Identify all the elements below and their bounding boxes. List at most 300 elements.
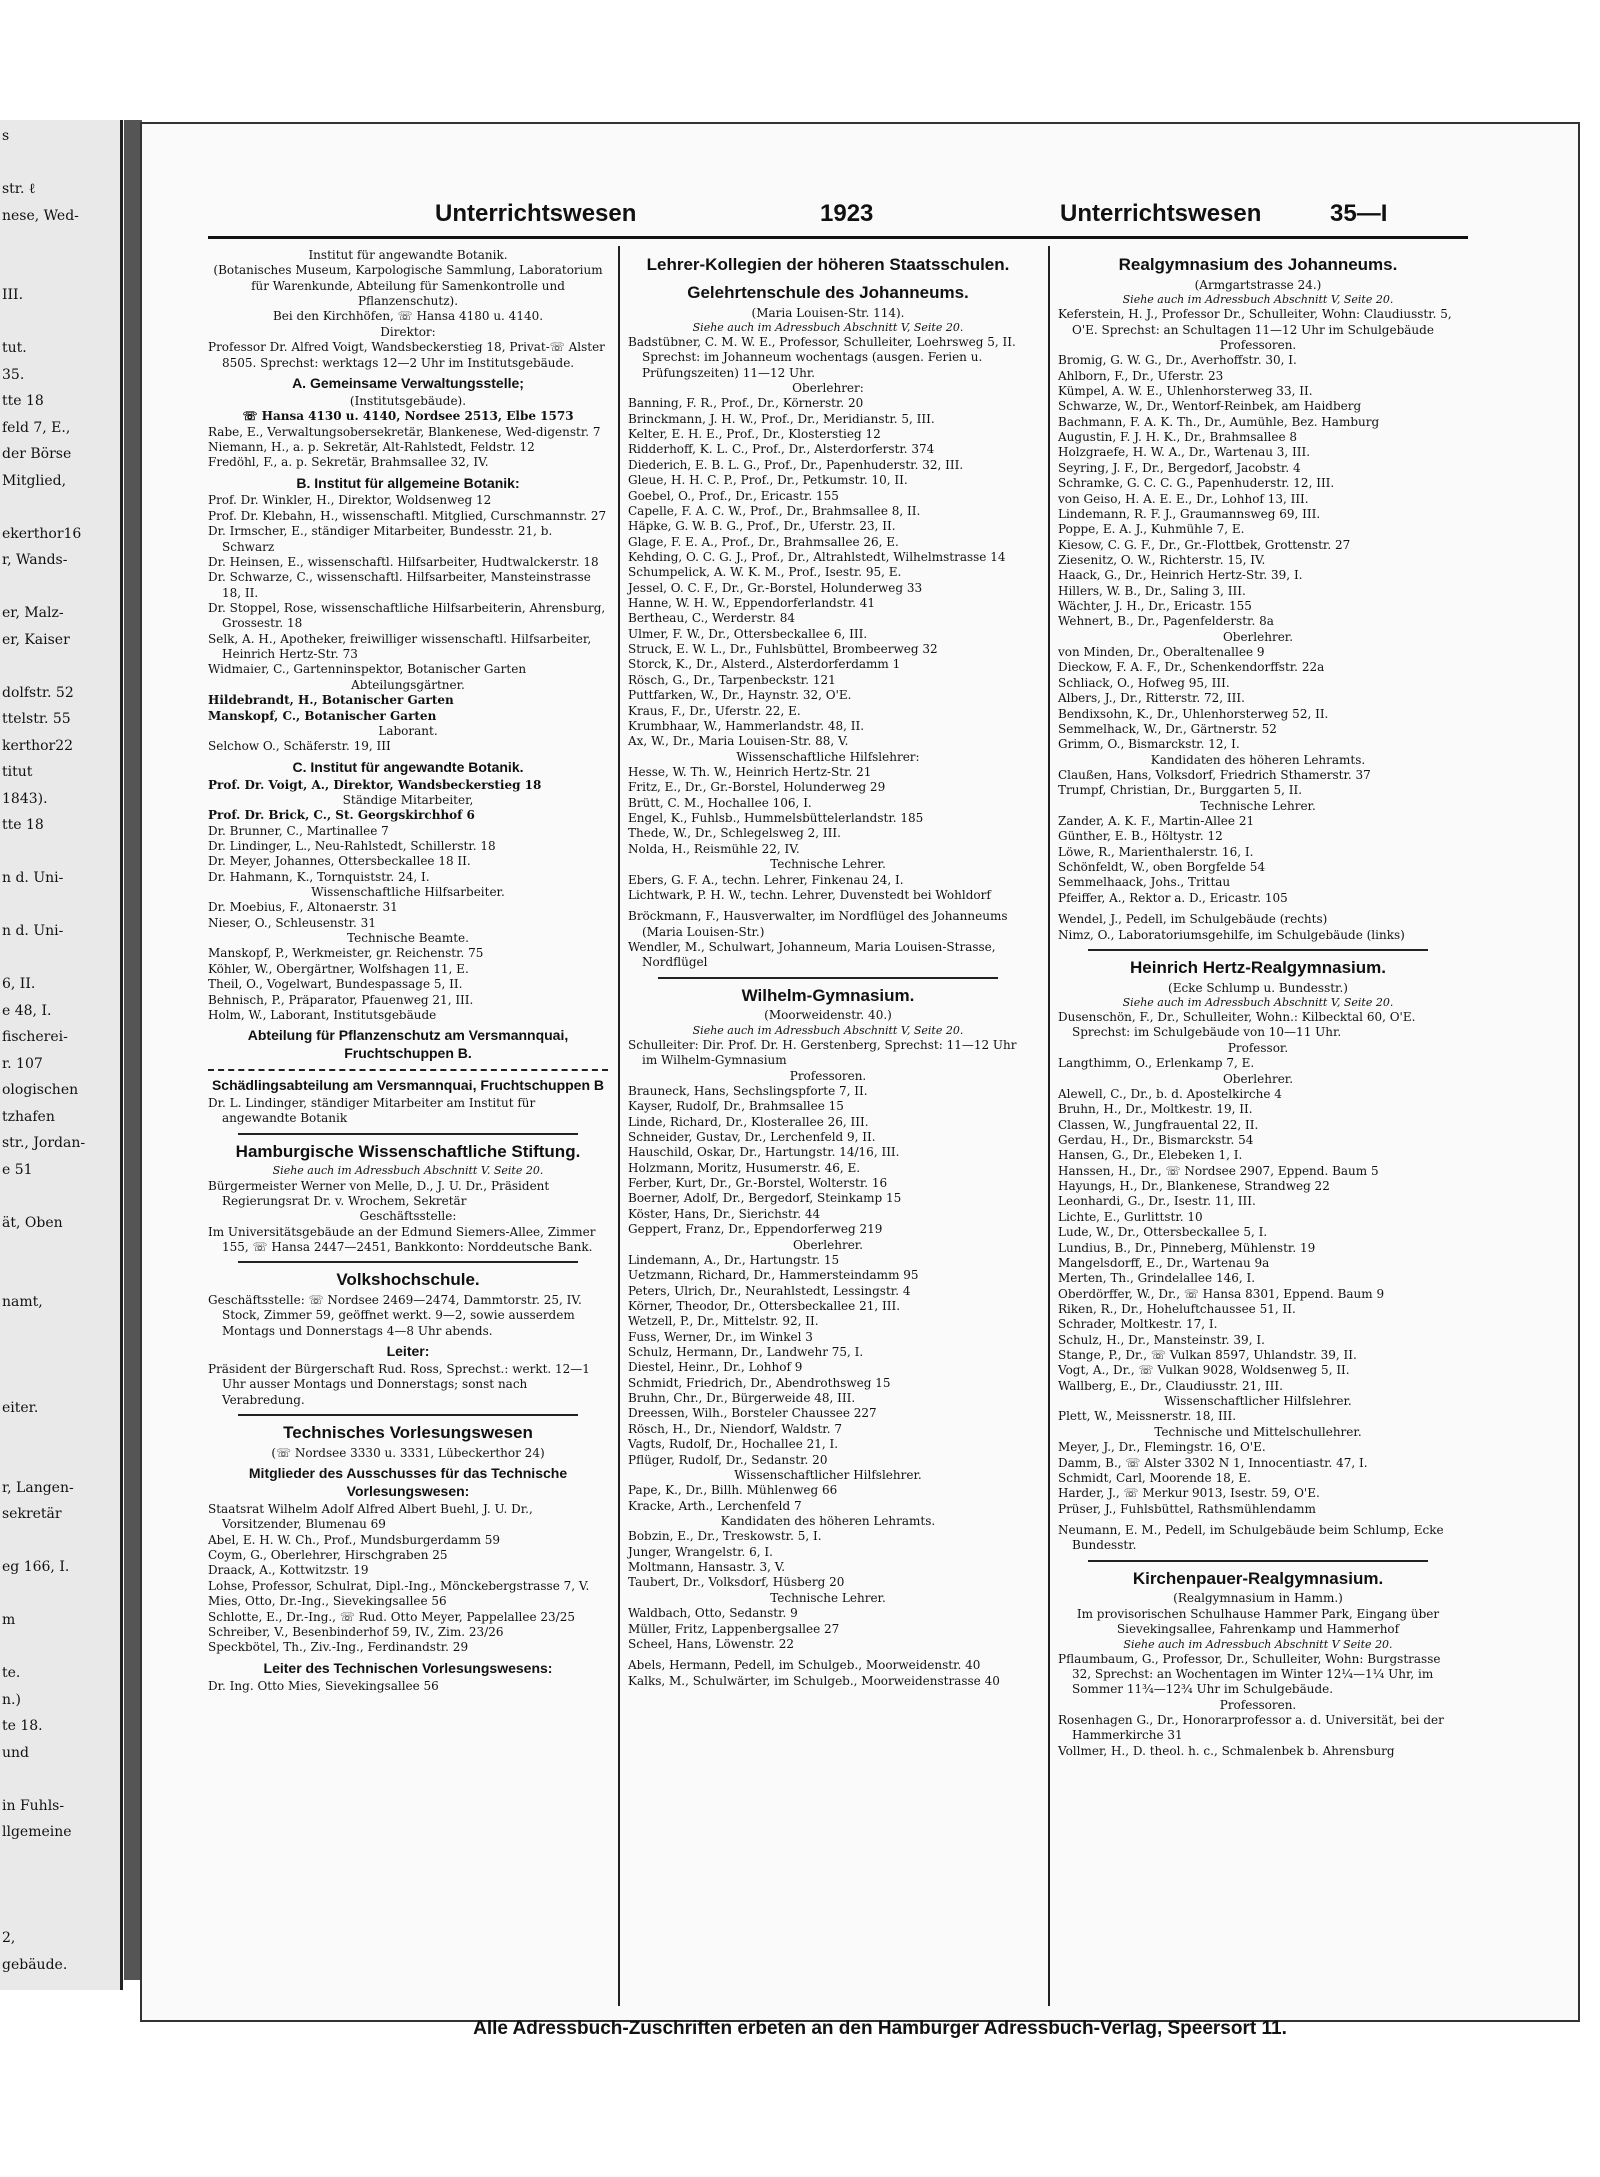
directory-entry: Wissenschaftliche Hilfslehrer:: [736, 749, 920, 764]
directory-entry: Damm, B., ☏ Alster 3302 N 1, Innocentiastr. 47, I.: [1058, 1455, 1368, 1470]
directory-entry: Kelter, E. H. E., Prof., Dr., Klosterstieg 12: [628, 427, 881, 442]
directory-entry: Ebers, G. F. A., techn. Lehrer, Finkenau 24, I.: [628, 872, 904, 887]
directory-entry: Boerner, Adolf, Dr., Bergedorf, Steinkamp 15: [628, 1191, 902, 1206]
facing-page-text: n d. Uni-: [2, 870, 64, 886]
directory-entry: Manskopf, C., Botanischer Garten: [208, 708, 437, 723]
directory-entry: Wetzell, P., Dr., Mittelstr. 92, II.: [628, 1314, 819, 1329]
directory-entry: Lindemann, A., Dr., Hartungstr. 15: [628, 1252, 840, 1267]
directory-entry: Abteilungsgärtner.: [351, 677, 465, 692]
header-year: 1923: [820, 200, 874, 227]
directory-entry: (Botanisches Museum, Karpologische Sammlung, Laboratorium für Warenkunde, Abteilung für Samenkontrolle und Pflanzenschutz).: [213, 263, 603, 309]
directory-entry: Coym, G., Oberlehrer, Hirschgraben 25: [208, 1548, 448, 1563]
directory-entry: Pape, K., Dr., Billh. Mühlenweg 66: [628, 1483, 838, 1498]
directory-entry: Brinckmann, J. H. W., Prof., Dr., Meridianstr. 5, III.: [628, 411, 935, 426]
directory-entry: Niemann, H., a. p. Sekretär, Alt-Rahlstedt, Feldstr. 12: [208, 439, 535, 454]
directory-entry: Präsident der Bürgerschaft Rud. Ross, Sprechst.: werkt. 12—1 Uhr ausser Montags und Donnerstags; sonst nach Verabredung.: [208, 1362, 590, 1407]
facing-page-text: namt,: [2, 1294, 43, 1310]
directory-entry: Bachmann, F. A. K. Th., Dr., Aumühle, Bez. Hamburg: [1058, 414, 1380, 429]
directory-entry: Hildebrandt, H., Botanischer Garten: [208, 693, 454, 708]
facing-page-text: eg 166, I.: [2, 1559, 70, 1575]
section-heading: Gelehrtenschule des Johanneums.: [687, 282, 969, 302]
directory-entry: Struck, E. W. L., Dr., Fuhlsbüttel, Brombeerweg 32: [628, 642, 938, 657]
section-heading: Schädlingsabteilung am Versmannquai, Fruchtschuppen B: [211, 1077, 605, 1094]
directory-entry: Augustin, F. J. H. K., Dr., Brahmsallee 8: [1058, 430, 1298, 445]
directory-entry: Hauschild, Oskar, Dr., Hartungstr. 14/16, III.: [628, 1145, 900, 1160]
facing-page-text: str., Jordan-: [2, 1135, 86, 1151]
directory-entry: Professoren.: [789, 1068, 867, 1083]
directory-entry: Dr. Ing. Otto Mies, Sievekingsallee 56: [208, 1678, 439, 1693]
directory-entry: Riken, R., Dr., Hoheluftchaussee 51, II.: [1058, 1301, 1296, 1316]
page-number: 35—I: [1330, 200, 1388, 227]
directory-entry: Nieser, O., Schleusenstr. 31: [208, 915, 376, 930]
directory-entry: Günther, E. B., Höltystr. 12: [1058, 829, 1223, 844]
directory-entry: Löwe, R., Marienthalerstr. 16, I.: [1058, 844, 1254, 859]
facing-page-text: m: [2, 1612, 16, 1628]
directory-entry: Oberlehrer.: [1222, 629, 1294, 644]
directory-entry: (Ecke Schlump u. Bundesstr.): [1168, 980, 1348, 995]
directory-entry: Dr. Heinsen, E., wissenschaftl. Hilfsarbeiter, Hudtwalckerstr. 18: [208, 554, 599, 569]
directory-entry: Im Universitätsgebäude an der Edmund Siemers-Allee, Zimmer 155, ☏ Hansa 2447—2451, Bankkonto: Norddeutsche Bank.: [208, 1224, 596, 1254]
directory-entry: Junger, Wrangelstr. 6, I.: [628, 1544, 773, 1559]
directory-entry: Wissenschaftlicher Hilfslehrer.: [734, 1467, 922, 1482]
directory-entry: (☏ Nordsee 3330 u. 3331, Lübeckerthor 24): [271, 1445, 545, 1460]
directory-entry: Dreessen, Wilh., Borsteler Chaussee 227: [628, 1406, 877, 1421]
directory-entry: Wächter, J. H., Dr., Ericastr. 155: [1058, 599, 1252, 614]
directory-entry: Köhler, W., Obergärtner, Wolfshagen 11, E.: [208, 961, 469, 976]
facing-page-text: und: [2, 1744, 29, 1761]
facing-page-text: llgemeine: [2, 1824, 72, 1840]
directory-entry: Semmelhaack, Johs., Trittau: [1058, 875, 1231, 890]
directory-entry: Engel, K., Fuhlsb., Hummelsbüttelerlandstr. 185: [628, 811, 924, 826]
facing-page-strip: [0, 120, 123, 1990]
section-heading: Kirchenpauer-Realgymnasium.: [1132, 1568, 1384, 1588]
facing-page-text: feld 7, E.,: [2, 419, 71, 436]
section-heading: Lehrer-Kollegien der höheren Staatsschulen.: [646, 255, 1010, 274]
directory-entry: Brütt, C. M., Hochallee 106, I.: [628, 795, 812, 810]
directory-entry: Selk, A. H., Apotheker, freiwilliger wissenschaftl. Hilfsarbeiter, Heinrich Hertz-Str. 73: [208, 631, 592, 662]
facing-page-text: str. ℓ: [2, 181, 36, 197]
directory-entry: Claußen, Hans, Volksdorf, Friedrich Sthamerstr. 37: [1058, 767, 1371, 782]
directory-entry: Bromig, G. W. G., Dr., Averhoffstr. 30, I.: [1058, 353, 1297, 368]
directory-entry: Professoren.: [1219, 1697, 1297, 1712]
directory-entry: Lude, W., Dr., Ottersbeckallee 5, I.: [1058, 1225, 1268, 1240]
directory-entry: Oberlehrer.: [792, 1237, 864, 1252]
directory-entry: Goebel, O., Prof., Dr., Ericastr. 155: [628, 488, 839, 503]
directory-entry: Bruhn, Chr., Dr., Bürgerweide 48, III.: [628, 1391, 856, 1406]
directory-entry: Gleue, H. H. C. P., Prof., Dr., Petkumstr. 10, II.: [628, 473, 908, 488]
directory-entry: Müller, Fritz, Lappenbergsallee 27: [628, 1621, 840, 1636]
directory-entry: Uetzmann, Richard, Dr., Hammersteindamm 95: [628, 1268, 919, 1283]
directory-entry: Ziesenitz, O. W., Richterstr. 15, IV.: [1058, 552, 1266, 567]
facing-page-text: tut.: [2, 340, 27, 356]
directory-entry: Holm, W., Laborant, Institutsgebäude: [208, 1007, 437, 1022]
section-rule: [238, 1261, 578, 1263]
directory-entry: Oberlehrer.: [1222, 1071, 1294, 1086]
directory-entry: Abel, E. H. W. Ch., Prof., Mundsburgerdamm 59: [208, 1532, 501, 1547]
facing-page-text: r, Wands-: [2, 552, 68, 568]
section-heading: Technisches Vorlesungswesen: [283, 1423, 533, 1443]
facing-page-text: in Fuhls-: [2, 1797, 65, 1814]
directory-entry: Taubert, Dr., Volksdorf, Hüsberg 20: [628, 1575, 845, 1590]
directory-entry: Wissenschaftliche Hilfsarbeiter.: [311, 885, 505, 900]
directory-entry: Albers, J., Dr., Ritterstr. 72, III.: [1058, 691, 1245, 706]
directory-entry: Bruhn, H., Dr., Moltkestr. 19, II.: [1058, 1102, 1253, 1117]
directory-entry: Rösch, H., Dr., Niendorf, Waldstr. 7: [628, 1421, 842, 1436]
directory-entry: (Realgymnasium in Hamm.): [1173, 1591, 1343, 1606]
facing-page-text: s: [2, 128, 10, 144]
directory-entry: Laborant.: [378, 723, 438, 738]
section-heading: B. Institut für allgemeine Botanik:: [296, 474, 520, 491]
facing-page-text: e 48, I.: [2, 1002, 52, 1019]
directory-entry: Puttfarken, W., Dr., Haynstr. 32, O'E.: [628, 688, 852, 703]
directory-entry: Schreiber, V., Besenbinderhof 59, IV., Zim. 23/26: [208, 1624, 504, 1639]
section-heading: Wilhelm-Gymnasium.: [741, 985, 915, 1005]
directory-entry: (Institutsgebäude).: [349, 393, 467, 408]
facing-page-text: er, Kaiser: [2, 631, 70, 648]
directory-entry: Wissenschaftlicher Hilfslehrer.: [1164, 1394, 1352, 1409]
directory-entry: Schliack, O., Hofweg 95, III.: [1058, 675, 1230, 690]
directory-entry: von Geiso, H. A. E. E., Dr., Lohhof 13, III.: [1058, 491, 1309, 506]
facing-page-text: eiter.: [2, 1400, 39, 1416]
running-header: [300, 200, 1440, 234]
directory-entry: Siehe auch im Adressbuch Abschnitt V. Seite 20.: [272, 1164, 544, 1178]
section-heading: Hamburgische Wissenschaftliche Stiftung.: [235, 1141, 581, 1161]
directory-entry: Harder, J., ☏ Merkur 9013, Isestr. 59, O'E.: [1058, 1486, 1320, 1501]
directory-entry: Linde, Richard, Dr., Klosterallee 26, III.: [628, 1114, 869, 1129]
directory-entry: Gerdau, H., Dr., Bismarckstr. 54: [1058, 1132, 1254, 1147]
directory-entry: Diederich, E. B. L. G., Prof., Dr., Papenhuderstr. 32, III.: [628, 457, 964, 472]
facing-page-text: e 51: [2, 1161, 33, 1178]
directory-entry: Kalks, M., Schulwärter, im Schulgeb., Moorweidenstrasse 40: [628, 1673, 1000, 1688]
directory-entry: Hayungs, H., Dr., Blankenese, Strandweg 22: [1058, 1179, 1330, 1194]
directory-entry: Schönfeldt, W., oben Borgfelde 54: [1058, 860, 1266, 875]
directory-entry: Ferber, Kurt, Dr., Gr.-Borstel, Wolterstr. 16: [628, 1176, 888, 1191]
facing-page-text: 1843).: [2, 790, 48, 807]
facing-page-text: te.: [2, 1665, 21, 1681]
directory-entry: Vollmer, H., D. theol. h. c., Schmalenbek b. Ahrensburg: [1058, 1743, 1395, 1758]
footer-notice: Alle Adressbuch-Zuschriften erbeten an den Hamburger Adressbuch-Verlag, Speersort 11.: [473, 2018, 1287, 2039]
directory-entry: Rösch, G., Dr., Tarpenbeckstr. 121: [628, 672, 836, 687]
directory-entry: Lindemann, R. F. J., Graumannsweg 69, III.: [1058, 506, 1321, 521]
directory-entry: Jessel, O. C. F., Dr., Gr.-Borstel, Holunderweg 33: [628, 580, 923, 595]
directory-entry: Krumbhaar, W., Hammerlandstr. 48, II.: [628, 718, 865, 733]
section-heading: Mitglieder des Ausschusses für das Technische Vorlesungswesen:: [248, 1465, 568, 1500]
facing-page-text: r. 107: [2, 1055, 43, 1072]
directory-entry: Kehding, O. C. G. J., Prof., Dr., Altrahlstedt, Wilhelmstrasse 14: [628, 549, 1006, 564]
directory-entry: Dr. Meyer, Johannes, Ottersbeckallee 18 II.: [208, 854, 471, 869]
header-left: Unterrichtswesen: [435, 200, 637, 227]
directory-entry: Behnisch, P., Präparator, Pfauenweg 21, III.: [208, 992, 474, 1007]
directory-entry: Bröckmann, F., Hausverwalter, im Nordflügel des Johanneums (Maria Louisen-Str.): [628, 909, 1008, 939]
directory-entry: Dieckow, F. A. F., Dr., Schenkendorffstr. 22a: [1058, 660, 1325, 675]
directory-entry: Theil, O., Vogelwart, Bundespassage 5, II.: [208, 977, 463, 992]
directory-entry: Technische Beamte.: [347, 931, 469, 946]
directory-entry: Prof. Dr. Voigt, A., Direktor, Wandsbeckerstieg 18: [208, 777, 542, 792]
directory-entry: Prof. Dr. Brick, C., St. Georgskirchhof 6: [208, 808, 475, 823]
directory-entry: Langthimm, O., Erlenkamp 7, E.: [1058, 1056, 1255, 1071]
directory-entry: Professor.: [1227, 1040, 1289, 1055]
directory-entry: Lundius, B., Dr., Pinneberg, Mühlenstr. 19: [1058, 1240, 1316, 1255]
facing-page-text: gebäude.: [2, 1956, 68, 1973]
directory-entry: Banning, F. R., Prof., Dr., Körnerstr. 20: [628, 396, 864, 411]
section-heading: Realgymnasium des Johanneums.: [1118, 255, 1398, 274]
directory-entry: Prüser, J., Fuhlsbüttel, Rathsmühlendamm: [1058, 1501, 1316, 1516]
facing-page-text: nese, Wed-: [2, 207, 79, 224]
directory-entry: Staatsrat Wilhelm Adolf Alfred Albert Buehl, J. U. Dr., Vorsitzender, Blumenau 69: [208, 1502, 533, 1532]
directory-entry: Schulz, Hermann, Dr., Landwehr 75, I.: [628, 1345, 864, 1360]
directory-entry: Hansen, G., Dr., Elebeken 1, I.: [1058, 1148, 1243, 1163]
directory-entry: Neumann, E. M., Pedell, im Schulgebäude beim Schlump, Ecke Bundesstr.: [1058, 1522, 1444, 1553]
directory-entry: Holzmann, Moritz, Husumerstr. 46, E.: [628, 1160, 861, 1175]
section-rule: [1088, 949, 1428, 951]
section-heading: A. Gemeinsame Verwaltungsstelle;: [292, 374, 524, 391]
directory-entry: Ahlborn, F., Dr., Uferstr. 23: [1058, 368, 1224, 383]
directory-entry: Schlotte, E., Dr.-Ing., ☏ Rud. Otto Meyer, Pappelallee 23/25: [208, 1609, 575, 1624]
directory-entry: Fredöhl, F., a. p. Sekretär, Brahmsallee 32, IV.: [208, 455, 489, 470]
section-heading: Abteilung für Pflanzenschutz am Versmannquai, Fruchtschuppen B.: [247, 1027, 569, 1062]
directory-entry: Kandidaten des höheren Lehramts.: [720, 1514, 936, 1528]
directory-entry: Manskopf, P., Werkmeister, gr. Reichenstr. 75: [208, 946, 484, 961]
directory-entry: Poppe, E. A. J., Kuhmühle 7, E.: [1058, 522, 1245, 537]
directory-entry: Nimz, O., Laboratoriumsgehilfe, im Schulgebäude (links): [1058, 927, 1405, 942]
directory-entry: Peters, Ulrich, Dr., Neurahlstedt, Lessingstr. 4: [628, 1283, 911, 1298]
directory-entry: Dr. Brunner, C., Martinallee 7: [208, 823, 389, 838]
directory-entry: Fuss, Werner, Dr., im Winkel 3: [628, 1329, 813, 1344]
directory-entry: Bei den Kirchhöfen, ☏ Hansa 4180 u. 4140.: [272, 309, 544, 324]
directory-entry: Vagts, Rudolf, Dr., Hochallee 21, I.: [628, 1437, 839, 1452]
directory-entry: Moltmann, Hansastr. 3, V.: [628, 1560, 786, 1575]
directory-entry: Siehe auch im Adressbuch Abschnitt V, Seite 20.: [692, 320, 964, 334]
facing-page-text: III.: [2, 287, 24, 303]
directory-entry: Wendler, M., Schulwart, Johanneum, Maria Louisen-Strasse, Nordflügel: [628, 939, 996, 970]
directory-entry: Selchow O., Schäferstr. 19, III: [208, 739, 391, 754]
directory-entry: Kiesow, C. G. F., Dr., Gr.-Flottbek, Grottenstr. 27: [1058, 537, 1351, 552]
directory-entry: Geschäftsstelle: ☏ Nordsee 2469—2474, Dammtorstr. 25, IV. Stock, Zimmer 59, geöffnet werkt. 9—2, sowie ausserdem Montags und Donnerstags 4—8 Uhr abends.: [208, 1293, 582, 1338]
column-left: [208, 248, 608, 1694]
header-right: Unterrichtswesen: [1060, 200, 1262, 227]
directory-entry: Ax, W., Dr., Maria Louisen-Str. 88, V.: [628, 734, 849, 749]
directory-entry: Schmidt, Carl, Moorende 18, E.: [1058, 1470, 1251, 1485]
facing-page-text: n.): [2, 1691, 21, 1708]
facing-page-text: tte 18: [2, 393, 44, 409]
directory-entry: Kayser, Rudolf, Dr., Brahmsallee 15: [628, 1099, 844, 1114]
facing-page-text: ekerthor16: [2, 525, 82, 542]
directory-entry: Professoren.: [1219, 337, 1297, 352]
directory-entry: Alewell, C., Dr., b. d. Apostelkirche 4: [1058, 1086, 1282, 1101]
facing-page-text: titut: [2, 764, 33, 780]
directory-entry: Meyer, J., Dr., Flemingstr. 16, O'E.: [1058, 1440, 1266, 1455]
directory-entry: Storck, K., Dr., Alsterd., Alsterdorferdamm 1: [628, 657, 901, 672]
directory-entry: Schulz, H., Dr., Mansteinstr. 39, I.: [1058, 1332, 1265, 1347]
directory-entry: Schumpelick, A. W. K. M., Prof., Isestr. 95, E.: [628, 565, 902, 580]
directory-entry: Schulleiter: Dir. Prof. Dr. H. Gerstenberg, Sprechst: 11—12 Uhr im Wilhelm-Gymnasium: [628, 1037, 1017, 1068]
directory-entry: Wendel, J., Pedell, im Schulgebäude (rechts): [1058, 912, 1328, 927]
facing-page-text: dolfstr. 52: [2, 684, 74, 701]
facing-page-text: er, Malz-: [2, 605, 64, 621]
directory-entry: Wehnert, B., Dr., Pagenfelderstr. 8a: [1058, 614, 1274, 629]
column-separator: [1048, 246, 1050, 2006]
directory-entry: Im provisorischen Schulhause Hammer Park, Eingang über Sievekingsallee, Fahrenkamp und Hammerhof: [1076, 1606, 1440, 1637]
column-separator: [618, 246, 620, 2006]
directory-entry: Seyring, J. F., Dr., Bergedorf, Jacobstr. 4: [1058, 460, 1301, 475]
directory-entry: Wallberg, E., Dr., Claudiusstr. 21, III.: [1058, 1378, 1283, 1393]
directory-entry: Dusenschön, F., Dr., Schulleiter, Wohn.: Kilbecktal 60, O'E. Sprechst: im Schulgebäude von 10—11 Uhr.: [1058, 1010, 1416, 1040]
directory-entry: Pfeiffer, A., Rektor a. D., Ericastr. 105: [1058, 890, 1288, 905]
directory-entry: Technische Lehrer.: [770, 1590, 886, 1605]
directory-entry: Dr. Stoppel, Rose, wissenschaftliche Hilfsarbeiterin, Ahrensburg, Grossestr. 18: [208, 601, 606, 631]
directory-entry: Vogt, A., Dr., ☏ Vulkan 9028, Woldsenweg 5, II.: [1058, 1363, 1350, 1378]
directory-entry: Kandidaten des höheren Lehramts.: [1150, 752, 1366, 767]
column-middle: [628, 248, 1028, 1689]
directory-entry: Zander, A. K. F., Martin-Allee 21: [1058, 814, 1255, 829]
directory-entry: Dr. Irmscher, E., ständiger Mitarbeiter, Bundesstr. 21, b. Schwarz: [208, 524, 553, 554]
directory-entry: Brauneck, Hans, Sechslingspforte 7, II.: [628, 1083, 868, 1098]
facing-page-text: 6, II.: [2, 976, 36, 992]
directory-entry: Professor Dr. Alfred Voigt, Wandsbeckerstieg 18, Privat-☏ Alster 8505. Sprechst: werktags 12—2 Uhr im Institutsgebäude.: [208, 340, 605, 370]
directory-entry: Widmaier, C., Gartenninspektor, Botanischer Garten: [208, 662, 527, 677]
directory-entry: Waldbach, Otto, Sedanstr. 9: [628, 1606, 798, 1621]
facing-page-text: ttelstr. 55: [2, 711, 71, 727]
directory-entry: Pflüger, Rudolf, Dr., Sedanstr. 20: [628, 1452, 828, 1467]
directory-entry: Häpke, G. W. B. G., Prof., Dr., Uferstr. 23, II.: [628, 519, 896, 534]
directory-entry: Kraus, F., Dr., Uferstr. 22, E.: [628, 703, 801, 718]
directory-entry: Oberlehrer:: [792, 381, 864, 396]
facing-page-text: 35.: [2, 366, 25, 383]
directory-entry: Keferstein, H. J., Professor Dr., Schulleiter, Wohn: Claudiusstr. 5, O'E. Sprechst: an Schultagen 11—12 Uhr im Schulgebäude: [1058, 307, 1452, 337]
facing-page-text: r, Langen-: [2, 1479, 74, 1496]
directory-entry: (Moorweidenstr. 40.): [764, 1008, 892, 1023]
section-heading: Heinrich Hertz-Realgymnasium.: [1129, 957, 1386, 977]
directory-entry: Prof. Dr. Klebahn, H., wissenschaftl. Mitglied, Curschmannstr. 27: [208, 508, 607, 523]
directory-entry: (Maria Louisen-Str. 114).: [751, 305, 905, 320]
directory-entry: Institut für angewandte Botanik.: [308, 248, 508, 262]
facing-page-text: fischerei-: [2, 1029, 68, 1045]
directory-entry: Ridderhoff, K. L. C., Prof., Dr., Alsterdorferstr. 374: [628, 442, 935, 457]
facing-page-text: 2,: [2, 1930, 16, 1946]
directory-entry: Hanssen, H., Dr., ☏ Nordsee 2907, Eppend. Baum 5: [1058, 1163, 1379, 1178]
directory-entry: Grimm, O., Bismarckstr. 12, I.: [1058, 737, 1240, 752]
facing-page-text: sekretär: [2, 1506, 62, 1522]
directory-entry: Mangelsdorff, E., Dr., Wartenau 9a: [1058, 1255, 1270, 1270]
facing-page-text: kerthor22: [2, 737, 74, 754]
section-rule: [238, 1133, 578, 1135]
directory-entry: Siehe auch im Adressbuch Abschnitt V, Seite 20.: [1122, 293, 1394, 307]
section-rule: [208, 1069, 608, 1071]
directory-entry: Merten, Th., Grindelallee 146, I.: [1058, 1271, 1256, 1286]
directory-entry: Siehe auch im Adressbuch Abschnitt V Seite 20.: [1123, 1637, 1393, 1651]
facing-page-text: n d. Uni-: [2, 923, 64, 939]
directory-entry: Schneider, Gustav, Dr., Lerchenfeld 9, II.: [628, 1130, 876, 1145]
directory-entry: Badstübner, C. M. W. E., Professor, Schulleiter, Loehrsweg 5, II. Sprechst: im Johanneum wochentags (ausgen. Ferien u. Prüfungszeiten) 11—12 Uhr.: [628, 334, 1016, 380]
facing-page-text: Mitglied,: [2, 472, 67, 489]
directory-entry: Geschäftsstelle:: [359, 1209, 457, 1224]
directory-entry: Ulmer, F. W., Dr., Ottersbeckallee 6, III.: [628, 626, 868, 641]
directory-entry: Oberdörffer, W., Dr., ☏ Hansa 8301, Eppend. Baum 9: [1058, 1286, 1385, 1301]
section-heading: Volkshochschule.: [336, 1270, 480, 1290]
facing-page-text: tte 18: [2, 817, 44, 833]
directory-entry: Dr. Moebius, F., Altonaerstr. 31: [208, 900, 398, 915]
directory-entry: Scheel, Hans, Löwenstr. 22: [628, 1636, 795, 1651]
directory-entry: Lichtwark, P. H. W., techn. Lehrer, Duvenstedt bei Wohldorf: [628, 887, 991, 902]
section-rule: [658, 977, 998, 979]
directory-entry: Körner, Theodor, Dr., Ottersbeckallee 21, III.: [628, 1298, 901, 1313]
directory-entry: Bendixsohn, K., Dr., Uhlenhorsterweg 52, II.: [1058, 706, 1329, 721]
directory-entry: Pflaumbaum, G., Professor, Dr., Schulleiter, Wohn: Burgstrasse 32, Sprechst: an Wochentagen im Winter 12¼—1¼ Uhr, im Sommer 11¾—12¾ Uhr im Schulgebäude.: [1058, 1651, 1441, 1697]
facing-page-text: ät, Oben: [2, 1214, 63, 1231]
directory-entry: Kracke, Arth., Lerchenfeld 7: [628, 1498, 802, 1513]
directory-entry: Speckbötel, Th., Ziv.-Ing., Ferdinandstr. 29: [208, 1640, 469, 1655]
directory-entry: Fritz, E., Dr., Gr.-Borstel, Holunderweg 29: [628, 780, 886, 795]
directory-entry: Hanne, W. H. W., Eppendorferlandstr. 41: [628, 596, 876, 611]
directory-entry: Siehe auch im Adressbuch Abschnitt V, Seite 20.: [692, 1023, 964, 1037]
directory-entry: Technische und Mittelschullehrer.: [1154, 1424, 1362, 1439]
facing-page-text: te 18.: [2, 1718, 43, 1734]
directory-entry: Semmelhack, W., Dr., Gärtnerstr. 52: [1058, 721, 1277, 736]
directory-entry: Holzgraefe, H. W. A., Dr., Wartenau 3, III.: [1058, 445, 1311, 460]
directory-entry: Bürgermeister Werner von Melle, D., J. U. Dr., Präsident Regierungsrat Dr. v. Wrochem, Sekretär: [208, 1178, 550, 1208]
directory-entry: Ständige Mitarbeiter,: [342, 792, 474, 807]
directory-entry: Köster, Hans, Dr., Sierichstr. 44: [628, 1206, 821, 1221]
directory-entry: ☏ Hansa 4130 u. 4140, Nordsee 2513, Elbe 1573: [242, 409, 574, 424]
directory-entry: Lohse, Professor, Schulrat, Dipl.-Ing., Mönckebergstrasse 7, V.: [208, 1578, 590, 1593]
directory-entry: Schramke, G. C. C. G., Papenhuderstr. 12, III.: [1058, 476, 1335, 491]
directory-entry: Schmidt, Friedrich, Dr., Abendrothsweg 15: [628, 1375, 891, 1390]
directory-entry: Bertheau, C., Werderstr. 84: [628, 611, 796, 626]
header-rule: [208, 236, 1468, 239]
facing-page-text: ologischen: [2, 1082, 79, 1098]
directory-entry: Dr. Lindinger, L., Neu-Rahlstedt, Schillerstr. 18: [208, 838, 496, 853]
directory-entry: Prof. Dr. Winkler, H., Direktor, Woldsenweg 12: [208, 493, 492, 508]
facing-page-text: der Börse: [2, 446, 72, 462]
directory-entry: Schwarze, W., Dr., Wentorf-Reinbek, am Haidberg: [1058, 399, 1362, 414]
directory-entry: Capelle, F. A. C. W., Prof., Dr., Brahmsallee 8, II.: [628, 503, 921, 518]
directory-entry: Abels, Hermann, Pedell, im Schulgeb., Moorweidenstr. 40: [628, 1658, 981, 1673]
directory-entry: Thede, W., Dr., Schlegelsweg 2, III.: [628, 826, 841, 841]
directory-entry: Technische Lehrer.: [770, 857, 886, 872]
directory-entry: Kümpel, A. W. E., Uhlenhorsterweg 33, II.: [1058, 383, 1313, 398]
section-heading: Leiter des Technischen Vorlesungswesens:: [263, 1659, 553, 1676]
directory-entry: Technische Lehrer.: [1200, 798, 1316, 813]
section-rule: [1088, 1560, 1428, 1562]
directory-entry: Draack, A., Kottwitzstr. 19: [208, 1563, 369, 1578]
section-heading: C. Institut für angewandte Botanik.: [292, 758, 524, 775]
directory-entry: Siehe auch im Adressbuch Abschnitt V, Seite 20.: [1122, 996, 1394, 1010]
directory-entry: Schrader, Moltkestr. 17, I.: [1058, 1317, 1218, 1332]
directory-entry: Leonhardi, G., Dr., Isestr. 11, III.: [1058, 1194, 1256, 1209]
directory-entry: Geppert, Franz, Dr., Eppendorferweg 219: [628, 1222, 883, 1237]
section-rule: [238, 1414, 578, 1416]
directory-entry: Dr. Hahmann, K., Tornquiststr. 24, I.: [208, 869, 430, 884]
directory-entry: Plett, W., Meissnerstr. 18, III.: [1058, 1409, 1237, 1424]
directory-entry: Rosenhagen G., Dr., Honorarprofessor a. d. Universität, bei der Hammerkirche 31: [1058, 1713, 1444, 1743]
directory-entry: Hillers, W. B., Dr., Saling 3, III.: [1058, 583, 1246, 598]
directory-entry: Dr. Schwarze, C., wissenschaftl. Hilfsarbeiter, Mansteinstrasse 18, II.: [208, 570, 591, 600]
directory-entry: Lichte, E., Gurlittstr. 10: [1058, 1209, 1203, 1224]
directory-entry: Trumpf, Christian, Dr., Burggarten 5, II.: [1058, 783, 1303, 798]
directory-entry: Hesse, W. Th. W., Heinrich Hertz-Str. 21: [628, 765, 872, 779]
directory-entry: Diestel, Heinr., Dr., Lohhof 9: [628, 1360, 803, 1375]
directory-entry: Dr. L. Lindinger, ständiger Mitarbeiter am Institut für angewandte Botanik: [208, 1095, 536, 1126]
directory-entry: (Armgartstrasse 24.): [1194, 277, 1322, 292]
directory-entry: Haack, G., Dr., Heinrich Hertz-Str. 39, I.: [1058, 568, 1303, 583]
section-heading: Leiter:: [386, 1343, 430, 1360]
directory-entry: Bobzin, E., Dr., Treskowstr. 5, I.: [628, 1529, 822, 1544]
directory-entry: Glage, F. E. A., Prof., Dr., Brahmsallee 26, E.: [628, 534, 899, 549]
directory-entry: Classen, W., Jungfrauental 22, II.: [1058, 1117, 1259, 1132]
directory-entry: von Minden, Dr., Oberaltenallee 9: [1058, 645, 1265, 660]
directory-entry: Nolda, H., Reismühle 22, IV.: [628, 841, 800, 856]
directory-entry: Rabe, E., Verwaltungsobersekretär, Blankenese, Wed-digenstr. 7: [208, 424, 601, 439]
